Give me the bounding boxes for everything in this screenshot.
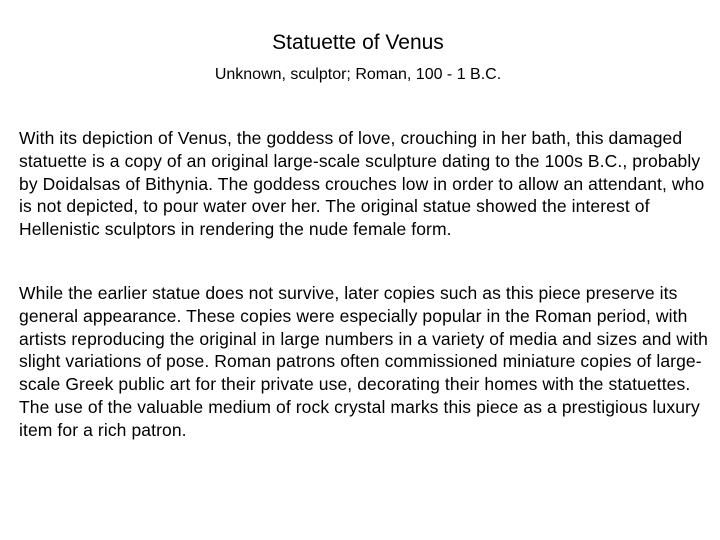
body-paragraph-2: While the earlier statue does not survive, later copies such as this piece preserve its general appearance. These copies were especially popular in the Roman period, with artists reproducing the original in large numbers in a variety of media and sizes and with slight variations of pose. Roman patrons often commissioned miniature copies of large-scale Greek public art for their private use, decorating their homes with the statuettes. The use of the valuable medium of rock crystal marks this piece as a prestigious luxury item for a rich patron. [19, 283, 708, 440]
document-title: Statuette of Venus [272, 31, 444, 54]
body-paragraph-1: With its depiction of Venus, the goddess of love, crouching in her bath, this damaged statuette is a copy of an original large-scale sculpture dating to the 100s B.C., probably by Doidalsas of Bithynia. The goddess crouches low in order to allow an attendant, who is not depicted, to pour water over her. The original statue showed the interest of Hellenistic sculptors in rendering the nude female form. [19, 128, 705, 240]
document-subtitle: Unknown, sculptor; Roman, 100 - 1 B.C. [214, 66, 502, 83]
